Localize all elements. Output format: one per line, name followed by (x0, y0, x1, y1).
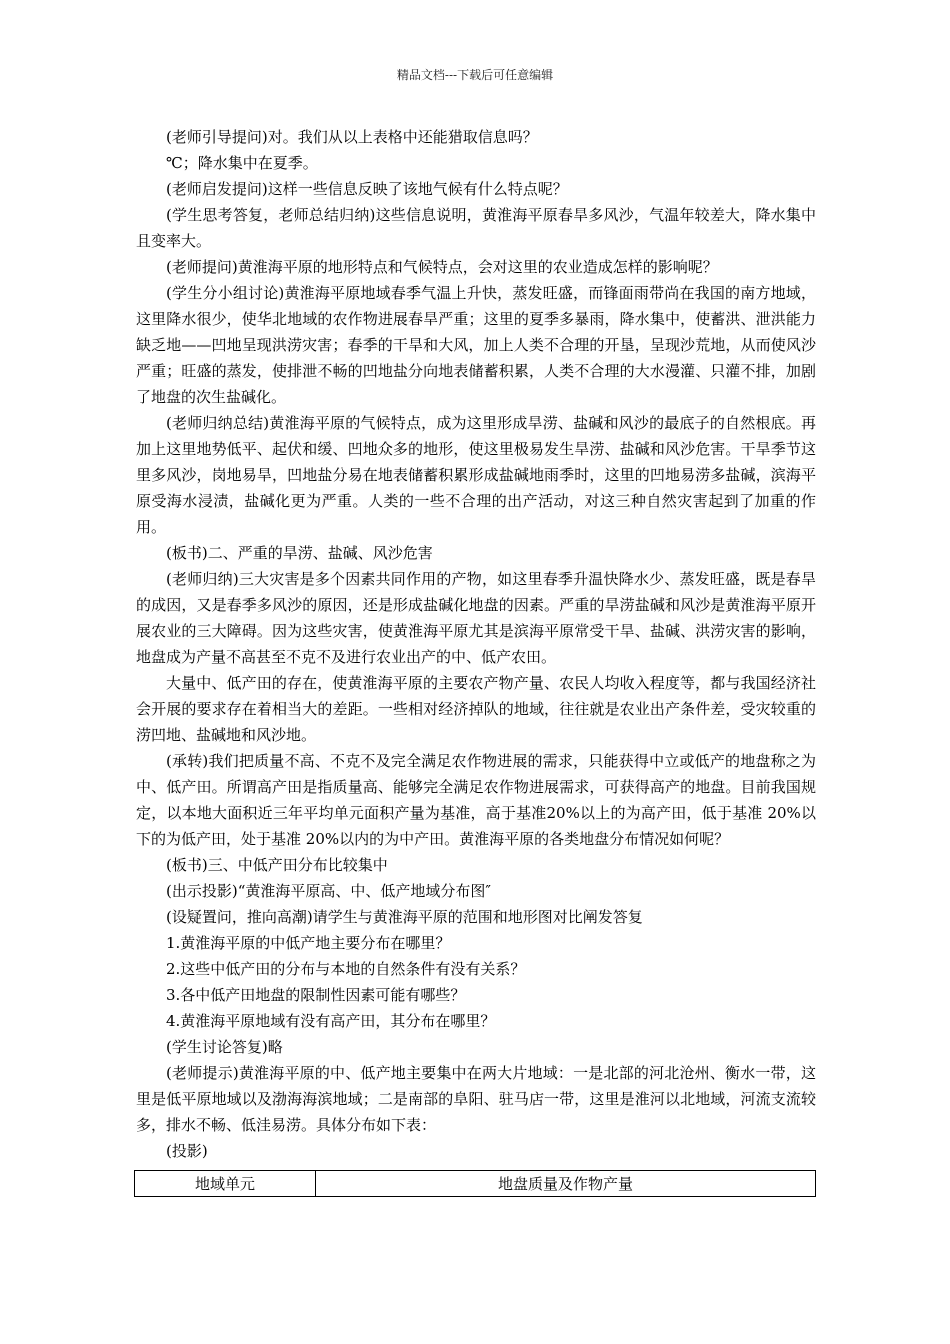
paragraph: (老师归纳总结)黄淮海平原的气候特点，成为这里形成旱涝、盐碱和风沙的最底子的自然根底。再加上这里地势低平、起伏和缓、凹地众多的地形，使这里极易发生旱涝、盐碱和风沙危害。干旱季节这里多风沙，岗地易旱，凹地盐分易在地表储蓄积累形成盐碱地雨季时，这里的凹地易涝多盐碱，滨海平原受海水浸渍，盐碱化更为严重。人类的一些不合理的出产活动，对这三种自然灾害起到了加重的作用。 (136, 414, 816, 536)
question-item: 2.这些中低产田的分布与本地的自然条件有没有关系？ (166, 960, 526, 978)
paragraph: (老师启发提问)这样一些信息反映了该地气候有什么特点呢？ (166, 180, 568, 198)
page-header: 精品文档---下载后可任意编辑 (396, 68, 554, 82)
paragraph: (承转)我们把质量不高、不克不及完全满足农作物进展的需求，只能获得中立或低产的地盘称之为中、低产田。所谓高产田是指质量高、能够完全满足农作物进展需求，可获得高产的地盘。目前我国规定，以本地大面积近三年平均单元面积产量为基准，高于基准20%以上的为高产田，低于基准 20%以下的为低产田，处于基准 20%以内的为中产田。黄淮海平原的各类地盘分布情况如何呢？ (136, 752, 816, 848)
paragraph: (出示投影)“黄淮海平原高、中、低产地域分布图″ (166, 882, 491, 900)
paragraph: ℃；降水集中在夏季。 (166, 154, 318, 172)
paragraph: (老师提问)黄淮海平原的地形特点和气候特点，会对这里的农业造成怎样的影响呢？ (166, 258, 718, 276)
paragraph: (设疑置问，推向高潮)请学生与黄淮海平原的范围和地形图对比阐发答复 (166, 908, 643, 926)
paragraph: 大量中、低产田的存在，使黄淮海平原的主要农产物产量、农民人均收入程度等，都与我国经济社会开展的要求存在着相当大的差距。一些相对经济掉队的地域，往往就是农业出产条件差，受灾较重的涝凹地、盐碱地和风沙地。 (136, 674, 816, 744)
table-header-row (135, 1171, 816, 1197)
paragraph: (投影) (166, 1142, 208, 1160)
paragraph: (老师提示)黄淮海平原的中、低产地主要集中在两大片地域：一是北部的河北沧州、衡水一带，这里是低平原地域以及渤海海滨地域；二是南部的阜阳、驻马店一带，这里是淮河以北地域，河流支流较多，排水不畅、低洼易涝。具体分布如下表： (136, 1064, 816, 1134)
question-item: 4.黄淮海平原地域有没有高产田，其分布在哪里？ (166, 1012, 496, 1030)
table-header-cell: 地域单元 (135, 1171, 316, 1197)
paragraph: (学生分小组讨论)黄淮海平原地域春季气温上升快，蒸发旺盛，而锋面雨带尚在我国的南方地域，这里降水很少，使华北地域的农作物进展春旱严重；这里的夏季多暴雨，降水集中，使蓄洪、泄洪能力缺乏地——凹地呈现洪涝灾害；春季的干旱和大风，加上人类不合理的开垦，呈现沙荒地，从而使风沙严重；旺盛的蒸发，使排泄不畅的凹地盐分向地表储蓄积累，人类不合理的大水漫灌、只灌不排，加剧了地盘的次生盐碱化。 (136, 284, 816, 406)
paragraph: (老师归纳)三大灾害是多个因素共同作用的产物，如这里春季升温快降水少、蒸发旺盛，既是春旱的成因，又是春季多风沙的原因，还是形成盐碱化地盘的因素。严重的旱涝盐碱和风沙是黄淮海平原开展农业的三大障碍。因为这些灾害，使黄淮海平原尤其是滨海平原常受干旱、盐碱、洪涝灾害的影响，地盘成为产量不高甚至不克不及进行农业出产的中、低产农田。 (136, 570, 816, 666)
question-item: 1.黄淮海平原的中低产地主要分布在哪里？ (166, 934, 451, 952)
paragraph: (学生讨论答复)略 (166, 1038, 283, 1056)
section-heading: (板书)二、严重的旱涝、盐碱、风沙危害 (166, 544, 433, 562)
question-item: 3.各中低产田地盘的限制性因素可能有哪些？ (166, 986, 466, 1004)
document-body (136, 124, 816, 1164)
table-header-cell: 地盘质量及作物产量 (316, 1171, 816, 1197)
paragraph: (老师引导提问)对。我们从以上表格中还能猎取信息吗？ (166, 128, 538, 146)
region-table (134, 1170, 816, 1197)
section-heading: (板书)三、中低产田分布比较集中 (166, 856, 388, 874)
paragraph: (学生思考答复，老师总结归纳)这些信息说明，黄淮海平原春旱多风沙，气温年较差大，降水集中且变率大。 (136, 206, 816, 250)
